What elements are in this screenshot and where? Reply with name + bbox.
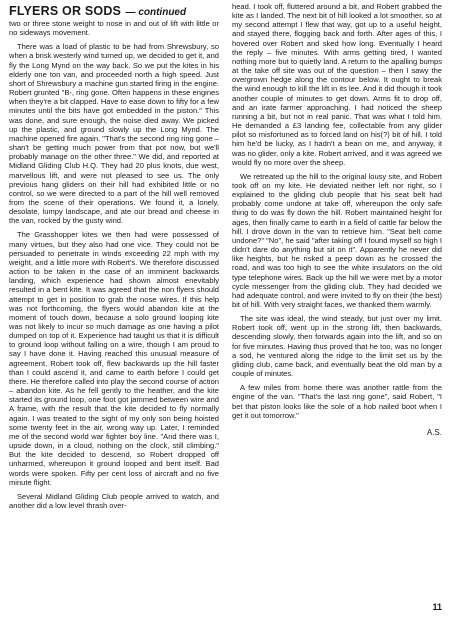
paragraph: We retreated up the hill to the original lousy site, and Robert took off on my kite. He deviated neither left nor right, so I explained to the gliding club people that his seat belt had probably come undone at take off, whereupon the only safe thing to do was fly down the hill. Robert maintained height for ages, then finally came to earth in a field of cattle far below the hill. I drove down in the van to retrieve him. "Seat belt come undone?" "No", he said "after taking off I found myself so high I didn't dare do anything but sit on it". Apparently he never did like heights, but he risked a peep down as he crossed the road, and was too high to see the white insulators on the old type telephone wires. Back up the hill we were met by a motor cycle messenger from the gliding club. They had decided we had adequate control, and were invited to fly on their (the best) bit of hill. With very straight faces, we thanked them warmly. <box>232 171 442 309</box>
paragraph: The site was ideal, the wind steady, but just over my limit. Robert took off, went up in the strong lift, then backwards, descending slowly, then forwards again into the lift, and so on for five minutes. Having thus proved that he too, was no longer a sod, he ventured along the ridge to the limit set us by the gliding club, came back, and eventually beat the old man by a couple of minutes. <box>232 314 442 379</box>
paragraph: head. I took off, fluttered around a bit, and Robert grabbed the kite as I landed. The next bit of hill looked a lot smoother, so at my second attempt I flew that way, got up to a useful height, and stayed there, flogging back and forth. After ages of this, I hovered over Robert and sked how long. Eventually I heard the reply – five minutes. With arms getting tired, I wanted nothing more but to quietly land. A return to the apalling bumps at the take off site was out of the question – then I sawy the overgrown hedge along the contour below. It ought to break the wind enough to kill the lift in its lee. And it did though it took another couple of minutes to get down. Arms fit to drop off, and an irate farmer approaching. I had noticed the sheep running a bit, but not in real panic. That was what I told him. He demanded a £3 landing fee, collectable from any glider pilot so misfortuned as to forced land on his(?) bit of hill. I told him he'd be lucky, as I hadn't a bean on me, and anyway, it was no glider, only a kite. Robert arrived, and it was agreed we would fly no more over the sheep. <box>232 2 442 167</box>
paragraph: two or three stone weight to nose in and out of lift with little or no sideways movement. <box>9 19 219 38</box>
left-column <box>9 19 219 515</box>
paragraph: There was a load of plastic to be had from Shrewsbury, so when a brisk westerly wind turned up, we decided to get it, and fly the Long Mynd on the way back. So we put the kites in his elderly one ton van, and proceeded north a high speed. Just short of Shrewsbury a machine gun started firing in the engine. Robert grunted "B-, ring gone. Often happens in these engines when they're a bit clapped. Have to ease down to fifty for a few minutes until the bits have got embedded in the piston." This was done, and sure enough, the noise died away. We picked up the plastic, and ground slowly up the Long Mynd. The machine opened fire again. "That's the second ring ring gone – shan't be getting much power from that pot now, but we'll probably manage on the other three." We did, and reported at Midland Gliding Club H.Q. They had 20 plus knots, due west, marvellous lift, and were not pleased to see us. The only previous hang gliders on their hill had exhibited little or no control, so we were directed to a part of the hill well removed from the scene of their operations. We found it, a lonely, desolate, lumpy landscape, and ate our bread and cheese in the van, rocked by the gusty wind. <box>9 42 219 226</box>
right-column <box>232 2 442 437</box>
continued-label: — continued <box>125 7 187 18</box>
page-number: 11 <box>432 602 442 612</box>
paragraph: Several Midland Gliding Club people arrived to watch, and another did a low level thrash over- <box>9 491 219 510</box>
author-signature: A.S. <box>426 427 442 437</box>
paragraph: A few miles from home there was another rattle from the engine of the van. "That's the last ring gone", said Robert, "I bet that piston looks like the sole of a hob nailed boot when I get it out tomorrow." <box>232 383 442 420</box>
paragraph: The Grasshopper kites we then had were possessed of many virtues, but they also had one vice. They could not be persuaded to penetrate in winds exceeding 22 mph with my weight, and a little more with Robert's. We therefore discussed action to be taken in the case of an imminent backwards landing, which experience had shown almost enevitably resulted in a bent kite. It was agreed that the non flyers should attempt to get in position to grab the nose wires. If this help was not forthcoming, the flyers would abandon kite at the moment of touch down, because a solo ground looping kite was not likely to incur so much damage as one having a pilot dumped on top of it. Experience had taught us that it is difficult to ground loop without falling on a wire, though I am proud to say I have done it. Having reached this unusual measure of agreement, Robert took off, flew backwards up the hill faster than I could ascend it, and came to earth before I could get there. He therefore called into play the second course of action – abandon kite. As he fell gently to the heather, and the kite started its ground loop, one foot got jammed between wire and A frame, with the result that the kite decided to fly normally again. I was treated to the sight of my only son being hoisted some twenty feet in the air, wrong way up. Later, I reminded me of the second world war fighter boy line. "And there was I, upside down, in a cloud, nothing on the clock, still climbing." But the kite decided to descend, so Robert dropped off unharmed, whereupon it ground looped and bent itself. Bad words were spoken. Fifty per cent loss of aircraft and no five minute flight. <box>9 230 219 487</box>
article-title: FLYERS OR SODS <box>9 4 122 18</box>
